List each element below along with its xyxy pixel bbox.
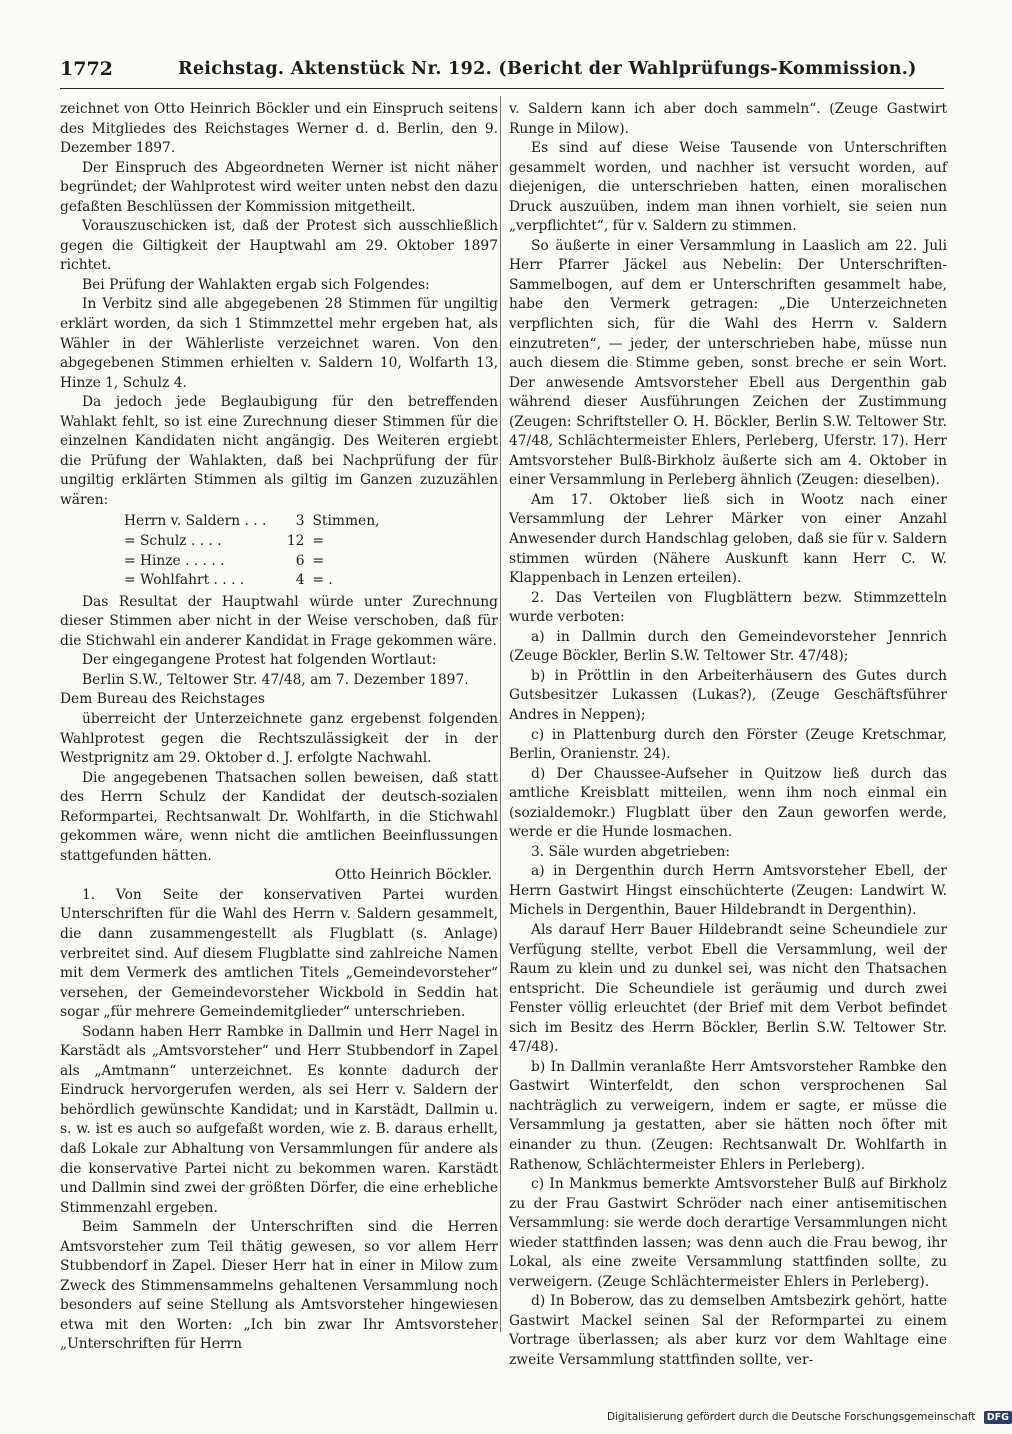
paragraph: Es sind auf diese Weise Tausende von Unterschriften gesammelt worden, und nachher ist versucht worden, auf diejenigen, die unterschrieben hatten, einen moralischen Druck auszuüben, indem man ihnen vorhielt, sie seien nun „verpflichtet“, für v. Saldern zu stimmen.	[509, 140, 947, 235]
paragraph: Berlin S.W., Teltower Str. 47/48, am 7. Dezember 1897.	[82, 671, 469, 688]
candidate-name: = Hinze . . . . .	[124, 552, 225, 569]
paragraph: überreicht der Unterzeichnete ganz ergebenst folgenden Wahlprotest gegen die Rechtszulässigkeit der in der Westprignitz am 29. Oktober d. J. erfolgte Nachwahl.	[60, 710, 498, 767]
left-column-paragraphs-b	[60, 593, 498, 1355]
paragraph: a) in Dallmin durch den Gemeindevorsteher Jennrich (Zeuge Böckler, Berlin S.W. Teltower Str. 47/48);	[509, 628, 947, 665]
paragraph: 1. Von Seite der konservativen Partei wurden Unterschriften für die Wahl des Herrn v. Saldern gesammelt, die dann zusammengestellt als Flugblatt (s. Anlage) verbreitet sind. Auf diesem Flugblatte sind zahlreiche Namen mit dem Vermerk des amtlichen Titels „Gemeindevorsteher“ versehen, der Gemeindevorsteher Wickbold in Seddin hat sogar „für mehrere Gemeindemitglieder“ unterschrieben.	[60, 886, 498, 1021]
paragraph: b) In Dallmin veranlaßte Herr Amtsvorsteher Rambke den Gastwirt Winterfeldt, den schon versprochenen Sal nachträglich zu verweigern, indem er sagte, er müsse die Versammlung ja gestatten, aber sie hätten noch öfter mit einander zu thun. (Zeugen: Rechtsanwalt Dr. Wohlfarth in Rathenow, Schlächtermeister Ehlers in Perleberg).	[509, 1058, 947, 1173]
paragraph: d) Der Chaussee-Aufseher in Quitzow ließ durch das amtliche Kreisblatt mitteilen, wenn ihm noch einmal ein (sozialdemokr.) Flugblatt über den Zaun geworfen werde, werde er die Hunde losmachen.	[509, 765, 947, 841]
vote-table	[120, 512, 383, 590]
vote-unit: =	[312, 533, 325, 550]
paragraph: d) In Boberow, das zu demselben Amtsbezirk gehört, hatte Gastwirt Mackel seinen Sal der Reformpartei zu einem Vortrage überlassen; als aber kurz vor dem Wahltage eine zweite Versammlung stattfinden sollte, ver-	[509, 1293, 947, 1368]
vote-row	[120, 571, 383, 591]
dfg-logo: DFG	[984, 1411, 1012, 1424]
vote-count: 12	[286, 533, 305, 550]
paragraph: v. Saldern kann ich aber doch sammeln“. (Zeuge Gastwirt Runge in Milow).	[509, 101, 947, 137]
vote-row	[120, 512, 383, 532]
paragraph: c) In Mankmus bemerkte Amtsvorsteher Bulß auf Birkholz zu der Frau Gastwirt Schröder nach einer antisemitischen Versammlung: sie werde doch derartige Versammlungen nicht wieder stattfinden lassen; was denn auch die Frau bewog, ihr Lokal, als eine zweite Versammlung stattfinden sollte, zu verweigern. (Zeuge Schlächtermeister Ehlers in Perleberg).	[509, 1176, 947, 1290]
paragraph: Der Einspruch des Abgeordneten Werner ist nicht näher begründet; der Wahlprotest wird weiter unten nebst den dazu gefaßten Beschlüssen der Kommission mitgetheilt.	[60, 159, 498, 215]
vote-unit: Stimmen,	[312, 513, 380, 530]
paragraph: 3. Säle wurden abgetrieben:	[531, 843, 731, 860]
left-column-paragraphs-a	[60, 100, 498, 510]
page-number: 1772	[60, 58, 113, 80]
paragraph: Otto Heinrich Böckler.	[334, 867, 492, 884]
paragraph: Vorauszuschicken ist, daß der Protest sich ausschließlich gegen die Giltigkeit der Hauptwahl am 29. Oktober 1897 richtet.	[60, 218, 498, 274]
right-column-paragraphs	[509, 100, 947, 1371]
paragraph: Sodann haben Herr Rambke in Dallmin und Herr Nagel in Karstädt als „Amtsvorsteher“ und Herr Stubbendorf in Zapel als „Amtmann“ unterzeichnet. Es konnte dadurch der Eindruck hervorgerufen werden, als sei Herr v. Saldern der behördlich gewünschte Kandidat; und in Karstädt, Dallmin u. s. w. ist es auch so aufgefaßt worden, wie z. B. daraus erhellt, daß Lokale zur Abhaltung von Versammlungen für andere als die konservative Partei nicht zu bekommen waren. Karstädt und Dallmin sind zwei der größten Dörfer, die eine erhebliche Stimmenzahl ergeben.	[60, 1023, 498, 1216]
paragraph: Die angegebenen Thatsachen sollen beweisen, daß statt des Herrn Schulz der Kandidat der deutsch-sozialen Reformpartei, Rechtsanwalt Dr. Wohlfarth, in die Stichwahl gekommen wäre, wenn nicht die amtlichen Beeinflussungen stattgefunden hätten.	[60, 769, 498, 864]
vote-row	[120, 552, 383, 572]
column-divider	[500, 96, 501, 1332]
vote-count: 3	[295, 513, 305, 530]
paragraph: zeichnet von Otto Heinrich Böckler und ein Einspruch seitens des Mitgliedes des Reichstages Werner d. d. Berlin, den 9. Dezember 1897.	[60, 101, 498, 157]
candidate-name: = Schulz . . . .	[124, 533, 222, 550]
page-header	[60, 56, 944, 86]
paragraph: So äußerte in einer Versammlung in Laaslich am 22. Juli Herr Pfarrer Jäckel aus Nebelin: Der Unterschriften-Sammelbogen, auf dem er Unterschriften gesammelt habe, habe den Vermerk getragen: „Die Unterzeichneten verpflichten sich, für die Wahl des Herrn v. Saldern einzutreten“, — jeder, der unterschrieben habe, müsse nun auch diesem die Stimme geben, sonst breche er sein Wort. Der anwesende Amtsvorsteher Ebell aus Dergenthin gab während dieser Ausführungen Zeichen der Zustimmung (Zeugen: Schriftsteller O. H. Böckler, Berlin S.W. Teltower Str. 47/48, Schlächtermeister Ehlers, Perleberg, Uferstr. 17). Herr Amtsvorsteher Bulß-Birkholz äußerte sich am 4. Oktober in einer Versammlung in Perleberg ähnlich (Zeugen: dieselben).	[509, 237, 947, 489]
paragraph: Am 17. Oktober ließ sich in Wootz nach einer Versammlung der Lehrer Märker von einer Anzahl Anwesender durch Handschlag geloben, daß sie für v. Saldern stimmen würden (Nähere Auskunft kann Herr C. W. Klappenbach in Lenzen erteilen).	[509, 491, 947, 587]
vote-unit: = .	[312, 572, 333, 589]
candidate-name: Herrn v. Saldern . . .	[124, 513, 267, 530]
digitization-credit	[607, 1411, 1012, 1424]
paragraph: Der eingegangene Protest hat folgenden Wortlaut:	[82, 652, 437, 669]
candidate-name: = Wohlfahrt . . . .	[124, 572, 245, 589]
vote-unit: =	[312, 552, 325, 569]
right-column	[509, 100, 947, 1368]
paragraph: Beim Sammeln der Unterschriften sind die Herren Amtsvorsteher zum Teil thätig gewesen, so vor allem Herr Stubbendorf in Zapel. Dieser Herr hat in einer in Milow zum Zweck des Stimmensammelns gehaltenen Versammlung noch besonders auf seine Stellung als Amtsvorsteher hingewiesen etwa mit den Worten: „Ich bin zwar Ihr Amtsvorsteher „Unterschriften für Herrn	[60, 1219, 498, 1353]
left-column	[60, 100, 498, 1353]
running-title: Reichstag. Aktenstück Nr. 192. (Bericht der Wahlprüfungs-Kommission.)	[178, 59, 917, 79]
vote-count: 6	[295, 552, 305, 569]
paragraph: Da jedoch jede Beglaubigung für den betreffenden Wahlakt fehlt, so ist eine Zurechnung dieser Stimmen für die einzelnen Kandidaten nicht angängig. Des Weiteren ergiebt die Prüfung der Wahlakten, daß bei Nachprüfung der für ungiltig erklärten Stimmen als giltig im Ganzen zuzuzählen wären:	[60, 394, 498, 508]
vote-row	[120, 532, 383, 552]
paragraph: a) in Dergenthin durch Herrn Amtsvorsteher Ebell, der Herrn Gastwirt Hingst einschüchterte (Zeugen: Landwirt W. Michels in Dergenthin, Bauer Hildebrandt in Dergenthin).	[509, 863, 947, 919]
paragraph: Als darauf Herr Bauer Hildebrandt seine Scheundiele zur Verfügung stellte, verbot Ebell die Versammlung, weil der Raum zu klein und zu dunkel sei, was nicht den Thatsachen entspricht. Die Scheundiele ist geräumig und durch zwei Fenster völlig erleuchtet (der Brief mit dem Verbot befindet sich im Besitz des Herrn Böckler, Berlin S.W. Teltower Str. 47/48).	[509, 921, 947, 1056]
paragraph: Bei Prüfung der Wahlakten ergab sich Folgendes:	[82, 276, 430, 293]
credit-text: Digitalisierung gefördert durch die Deutsche Forschungsgemeinschaft	[607, 1411, 976, 1423]
paragraph: Dem Bureau des Reichstages	[60, 691, 265, 708]
header-rule	[60, 88, 944, 89]
vote-count: 4	[295, 572, 305, 589]
paragraph: 2. Das Verteilen von Flugblättern bezw. Stimmzetteln wurde verboten:	[509, 589, 947, 626]
paragraph: b) in Pröttlin in den Arbeiterhäusern des Gutes durch Gutsbesitzer Lukassen (Lukas?), (Zeuge Geschäftsführer Andres in Neppen);	[509, 667, 947, 723]
paragraph: Das Resultat der Hauptwahl würde unter Zurechnung dieser Stimmen aber nicht in der Weise verschoben, daß für die Stichwahl ein anderer Kandidat in Frage gekommen wäre.	[60, 593, 498, 649]
paragraph: In Verbitz sind alle abgegebenen 28 Stimmen für ungiltig erklärt worden, da sich 1 Stimmzettel mehr ergeben hat, als Wähler in der Wählerliste verzeichnet waren. Von den abgegebenen Stimmen erhielten v. Saldern 10, Wolfarth 13, Hinze 1, Schulz 4.	[60, 296, 498, 391]
paragraph: c) in Plattenburg durch den Förster (Zeuge Kretschmar, Berlin, Oranienstr. 24).	[509, 726, 947, 763]
